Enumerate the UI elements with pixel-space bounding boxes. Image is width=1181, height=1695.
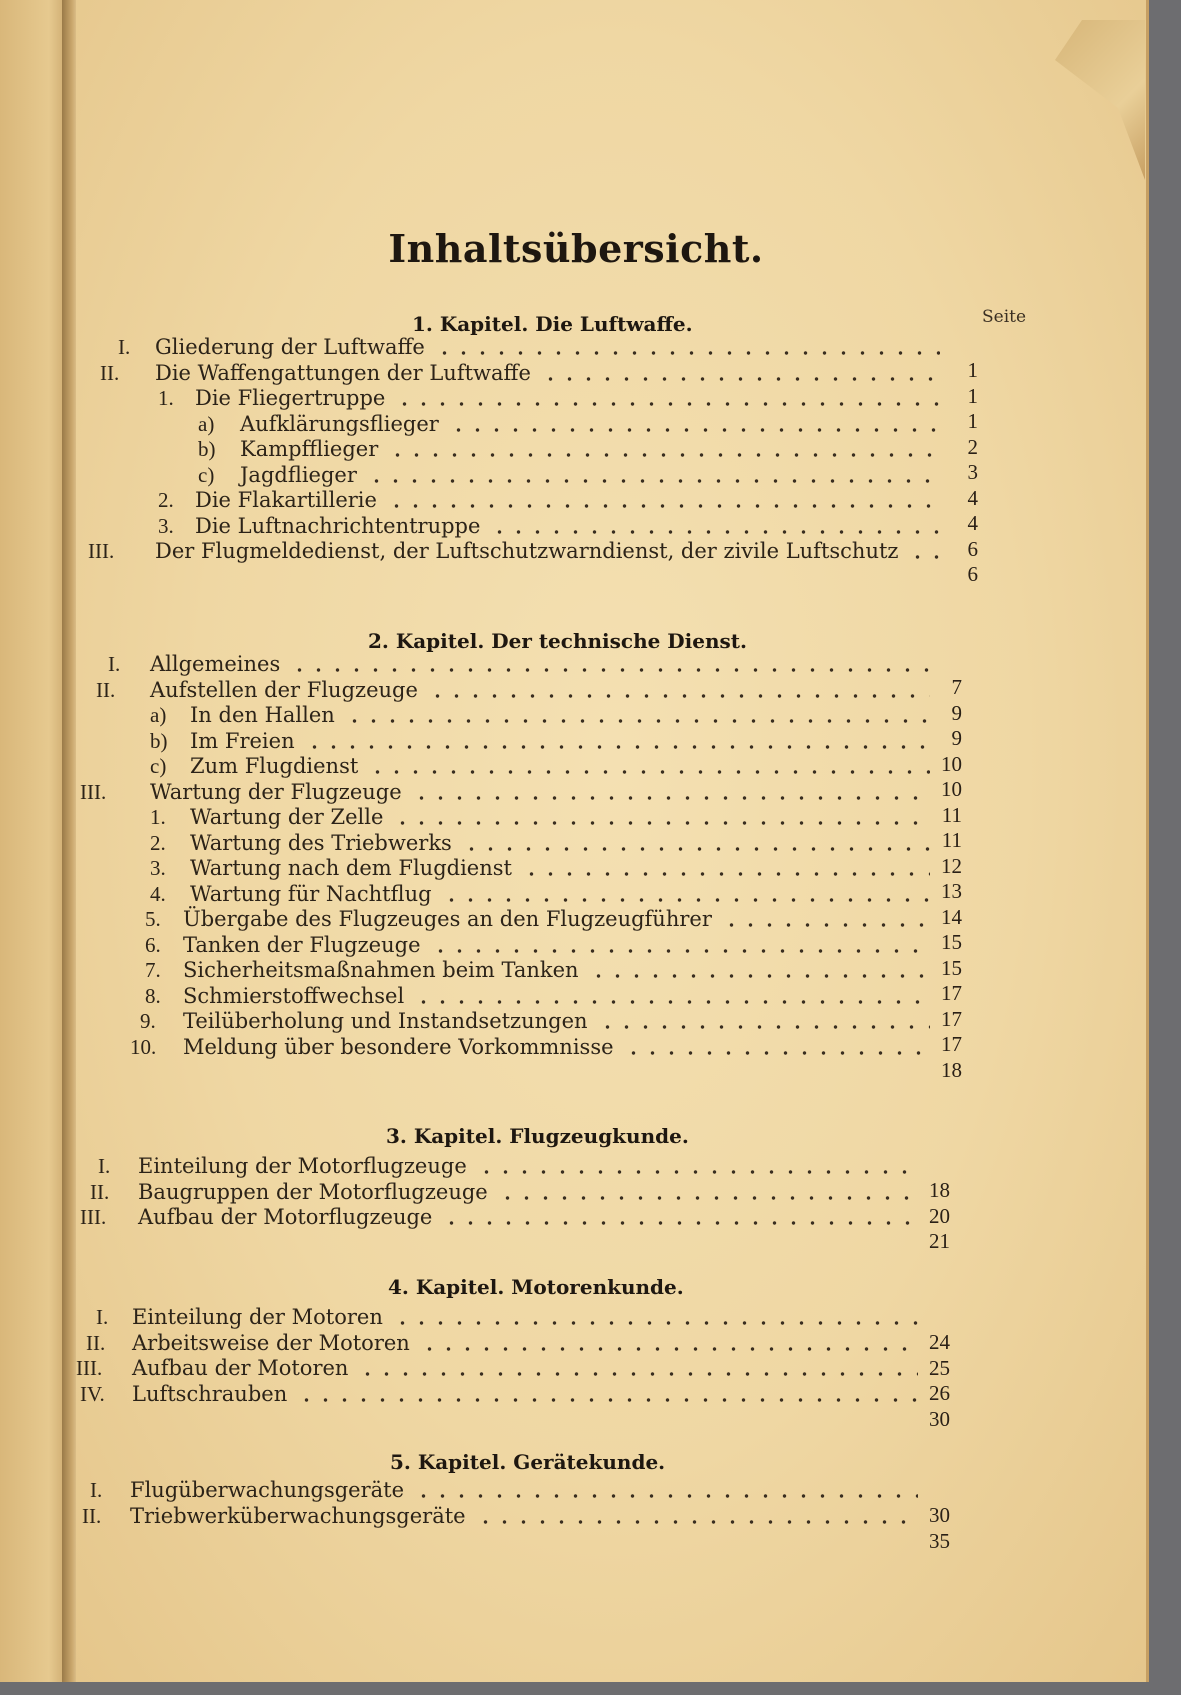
leader-dots bbox=[476, 1519, 918, 1525]
entry-title: Wartung nach dem Flugdienst bbox=[190, 856, 512, 880]
toc-entry bbox=[0, 1305, 1181, 1331]
entry-title: Aufbau der Motorflugzeuge bbox=[138, 1205, 433, 1229]
leader-dots bbox=[412, 795, 930, 801]
leader-dots bbox=[393, 820, 930, 826]
leader-dots bbox=[358, 1371, 918, 1377]
toc-entry bbox=[0, 1382, 1181, 1408]
page-number: 17 bbox=[941, 981, 962, 1005]
entry-number: b) bbox=[150, 728, 168, 753]
page-number: 9 bbox=[951, 726, 962, 750]
entry-number: II. bbox=[86, 1330, 106, 1355]
page-number: 1 bbox=[967, 383, 978, 408]
entry-title: Aufklärungsflieger bbox=[240, 411, 439, 436]
toc-entry bbox=[0, 335, 1181, 361]
toc-entry bbox=[0, 1205, 1181, 1231]
page-number: 17 bbox=[941, 1006, 962, 1031]
page-number: 14 bbox=[941, 904, 962, 929]
entry-number: 7. bbox=[145, 958, 161, 982]
leader-dots bbox=[435, 350, 940, 356]
entry-number: 8. bbox=[145, 983, 161, 1008]
toc-entry bbox=[0, 678, 1181, 704]
leader-dots bbox=[290, 667, 930, 673]
page-number: 25 bbox=[929, 1355, 950, 1380]
toc-entry bbox=[0, 1180, 1181, 1206]
chapter-5-heading: 5. Kapitel. Gerätekunde. bbox=[390, 1450, 666, 1474]
toc-entry bbox=[0, 434, 1181, 463]
page-number: 11 bbox=[941, 828, 962, 852]
entry-title: Arbeitsweise der Motoren bbox=[132, 1330, 410, 1355]
leader-dots bbox=[345, 718, 930, 724]
toc-entry bbox=[0, 1356, 1181, 1382]
leader-dots bbox=[442, 1220, 918, 1226]
entry-title: Einteilung der Motoren bbox=[132, 1305, 383, 1329]
page-number: 6 bbox=[967, 536, 978, 561]
entry-number: III. bbox=[80, 1205, 107, 1229]
page-number: 15 bbox=[941, 930, 962, 954]
toc-entry bbox=[0, 955, 1181, 984]
toc-entry bbox=[0, 802, 1181, 831]
toc-entry bbox=[0, 751, 1181, 780]
entry-title: Schmierstoffwechsel bbox=[183, 983, 405, 1008]
toc-entry bbox=[0, 780, 1181, 806]
page-number: 9 bbox=[951, 700, 962, 725]
leader-dots bbox=[367, 478, 940, 484]
entry-number: 3. bbox=[158, 513, 174, 538]
toc-entry bbox=[0, 1331, 1181, 1357]
entry-title: Die Fliegertruppe bbox=[195, 386, 386, 410]
entry-title: Triebwerküberwachungsgeräte bbox=[130, 1503, 466, 1528]
toc-entry bbox=[0, 536, 1181, 565]
page-number: 10 bbox=[941, 777, 962, 801]
page-number: 35 bbox=[929, 1528, 950, 1553]
leader-dots bbox=[442, 897, 930, 903]
entry-number: 2. bbox=[158, 488, 174, 512]
page-number: 11 bbox=[941, 802, 962, 827]
entry-number: I. bbox=[96, 1305, 109, 1329]
leader-dots bbox=[414, 999, 930, 1005]
page-number: 1 bbox=[967, 409, 978, 433]
entry-title: Im Freien bbox=[190, 728, 295, 753]
entry-title: Die Waffengattungen der Luftwaffe bbox=[155, 360, 531, 385]
leader-dots bbox=[490, 529, 940, 535]
leader-dots bbox=[722, 922, 930, 928]
leader-dots bbox=[388, 452, 940, 458]
toc-entry bbox=[0, 1006, 1181, 1035]
page-number: 12 bbox=[941, 853, 962, 878]
entry-number: c) bbox=[198, 462, 215, 487]
toc-entry bbox=[0, 984, 1181, 1010]
page-number: 18 bbox=[929, 1178, 950, 1202]
leader-dots bbox=[387, 503, 940, 509]
entry-title: Einteilung der Motorflugzeuge bbox=[138, 1154, 467, 1178]
chapter-4-heading: 4. Kapitel. Motorenkunde. bbox=[388, 1275, 684, 1299]
entry-number: III. bbox=[88, 539, 115, 563]
leader-dots bbox=[522, 871, 930, 877]
entry-number: II. bbox=[82, 1503, 102, 1528]
leader-dots bbox=[431, 948, 930, 954]
toc-entry bbox=[0, 1504, 1181, 1530]
entry-number: 3. bbox=[150, 856, 166, 880]
entry-number: III. bbox=[80, 779, 107, 804]
page-number: 1 bbox=[967, 358, 978, 382]
entry-number: II. bbox=[100, 360, 120, 385]
entry-number: 6. bbox=[145, 932, 161, 957]
leader-dots bbox=[297, 1397, 918, 1403]
entry-number: I. bbox=[98, 1154, 111, 1178]
entry-number: I. bbox=[118, 335, 131, 359]
entry-title: Der Flugmeldedienst, der Luftschutzwarndienst, der zivile Luftschutz bbox=[155, 539, 899, 563]
seite-label: Seite bbox=[982, 307, 1027, 327]
page-number: 17 bbox=[941, 1032, 962, 1056]
toc-entry bbox=[0, 700, 1181, 729]
toc-entry bbox=[0, 383, 1181, 412]
page-number: 10 bbox=[941, 751, 962, 776]
entry-number: II. bbox=[96, 677, 116, 702]
entry-number: c) bbox=[150, 754, 167, 778]
entry-title: In den Hallen bbox=[190, 703, 335, 727]
entry-title: Die Luftnachrichtentruppe bbox=[195, 513, 481, 538]
leader-dots bbox=[498, 1195, 918, 1201]
entry-title: Übergabe des Flugzeuges an den Flugzeugführer bbox=[183, 907, 712, 931]
entry-title: Wartung für Nachtflug bbox=[190, 881, 432, 906]
leader-dots bbox=[449, 427, 940, 433]
leader-dots bbox=[305, 744, 930, 750]
leader-dots bbox=[462, 846, 930, 852]
entry-title: Flugüberwachungsgeräte bbox=[130, 1478, 405, 1502]
entry-title: Luftschrauben bbox=[132, 1381, 288, 1406]
page-number: 7 bbox=[951, 675, 962, 699]
toc-entry bbox=[0, 485, 1181, 514]
entry-title: Wartung des Triebwerks bbox=[190, 830, 452, 855]
entry-number: IV. bbox=[80, 1381, 105, 1406]
entry-title: Gliederung der Luftwaffe bbox=[155, 335, 425, 359]
page-number: 26 bbox=[929, 1381, 950, 1405]
entry-title: Wartung der Flugzeuge bbox=[150, 779, 402, 804]
leader-dots bbox=[393, 1320, 918, 1326]
page-number: 4 bbox=[967, 485, 978, 510]
toc-title: Inhaltsübersicht. bbox=[388, 226, 764, 271]
toc-entry bbox=[0, 853, 1181, 882]
toc-entry bbox=[0, 882, 1181, 908]
entry-title: Zum Flugdienst bbox=[190, 754, 359, 778]
page-number: 30 bbox=[929, 1406, 950, 1431]
toc-entry bbox=[0, 729, 1181, 755]
entry-title: Aufbau der Motoren bbox=[132, 1356, 349, 1380]
entry-title: Die Flakartillerie bbox=[195, 488, 377, 512]
page-number: 4 bbox=[967, 511, 978, 535]
entry-title: Jagdflieger bbox=[240, 462, 357, 487]
entry-title: Teilüberholung und Instandsetzungen bbox=[183, 1009, 588, 1033]
page-number: 13 bbox=[941, 879, 962, 903]
toc-entry bbox=[0, 652, 1181, 678]
leader-dots bbox=[420, 1346, 918, 1352]
toc-entry bbox=[0, 412, 1181, 438]
entry-title: Tanken der Flugzeuge bbox=[183, 932, 421, 957]
entry-number: 2. bbox=[150, 830, 166, 855]
page-number: 18 bbox=[941, 1057, 962, 1082]
leader-dots bbox=[589, 973, 930, 979]
toc-entry bbox=[0, 361, 1181, 387]
toc-entry bbox=[0, 933, 1181, 959]
entry-title: Kampfflieger bbox=[240, 437, 379, 461]
leader-dots bbox=[477, 1169, 918, 1175]
toc-entry bbox=[0, 904, 1181, 933]
leader-dots bbox=[624, 1050, 930, 1056]
leader-dots bbox=[541, 376, 940, 382]
entry-number: I. bbox=[108, 652, 121, 676]
page-number: 30 bbox=[929, 1503, 950, 1527]
entry-number: II. bbox=[90, 1179, 110, 1204]
entry-title: Aufstellen der Flugzeuge bbox=[150, 677, 418, 702]
entry-title: Baugruppen der Motorflugzeuge bbox=[138, 1179, 488, 1204]
leader-dots bbox=[428, 693, 930, 699]
page-number: 6 bbox=[967, 562, 978, 586]
entry-number: b) bbox=[198, 437, 216, 461]
page-number: 3 bbox=[967, 460, 978, 484]
leader-dots bbox=[368, 769, 930, 775]
entry-number: a) bbox=[198, 411, 215, 436]
page-number: 2 bbox=[967, 434, 978, 459]
entry-number: I. bbox=[90, 1478, 103, 1502]
toc-entry bbox=[0, 831, 1181, 857]
entry-number: 1. bbox=[150, 805, 166, 829]
entry-title: Meldung über besondere Vorkommnisse bbox=[183, 1034, 614, 1059]
entry-number: 10. bbox=[130, 1034, 157, 1059]
entry-number: 1. bbox=[158, 386, 174, 410]
page-number: 15 bbox=[941, 955, 962, 980]
leader-dots bbox=[395, 401, 940, 407]
toc-entry bbox=[0, 1035, 1181, 1061]
page-number: 20 bbox=[929, 1203, 950, 1228]
entry-number: 4. bbox=[150, 881, 166, 906]
entry-number: 9. bbox=[140, 1009, 156, 1033]
toc-entry bbox=[0, 1478, 1181, 1504]
toc-entry bbox=[0, 463, 1181, 489]
leader-dots bbox=[598, 1024, 930, 1030]
toc-entry bbox=[0, 514, 1181, 540]
chapter-3-heading: 3. Kapitel. Flugzeugkunde. bbox=[386, 1124, 689, 1148]
chapter-1-heading: 1. Kapitel. Die Luftwaffe. bbox=[412, 312, 693, 336]
entry-title: Wartung der Zelle bbox=[190, 805, 384, 829]
page-number: 21 bbox=[929, 1229, 950, 1253]
entry-title: Sicherheitsmaßnahmen beim Tanken bbox=[183, 958, 579, 982]
entry-number: a) bbox=[150, 703, 167, 727]
entry-number: 5. bbox=[145, 907, 161, 931]
leader-dots bbox=[414, 1493, 918, 1499]
page-number: 24 bbox=[929, 1330, 950, 1354]
toc-entry bbox=[0, 1154, 1181, 1180]
entry-title: Allgemeines bbox=[150, 652, 281, 676]
entry-number: III. bbox=[76, 1356, 103, 1380]
chapter-2-heading: 2. Kapitel. Der technische Dienst. bbox=[368, 629, 747, 653]
